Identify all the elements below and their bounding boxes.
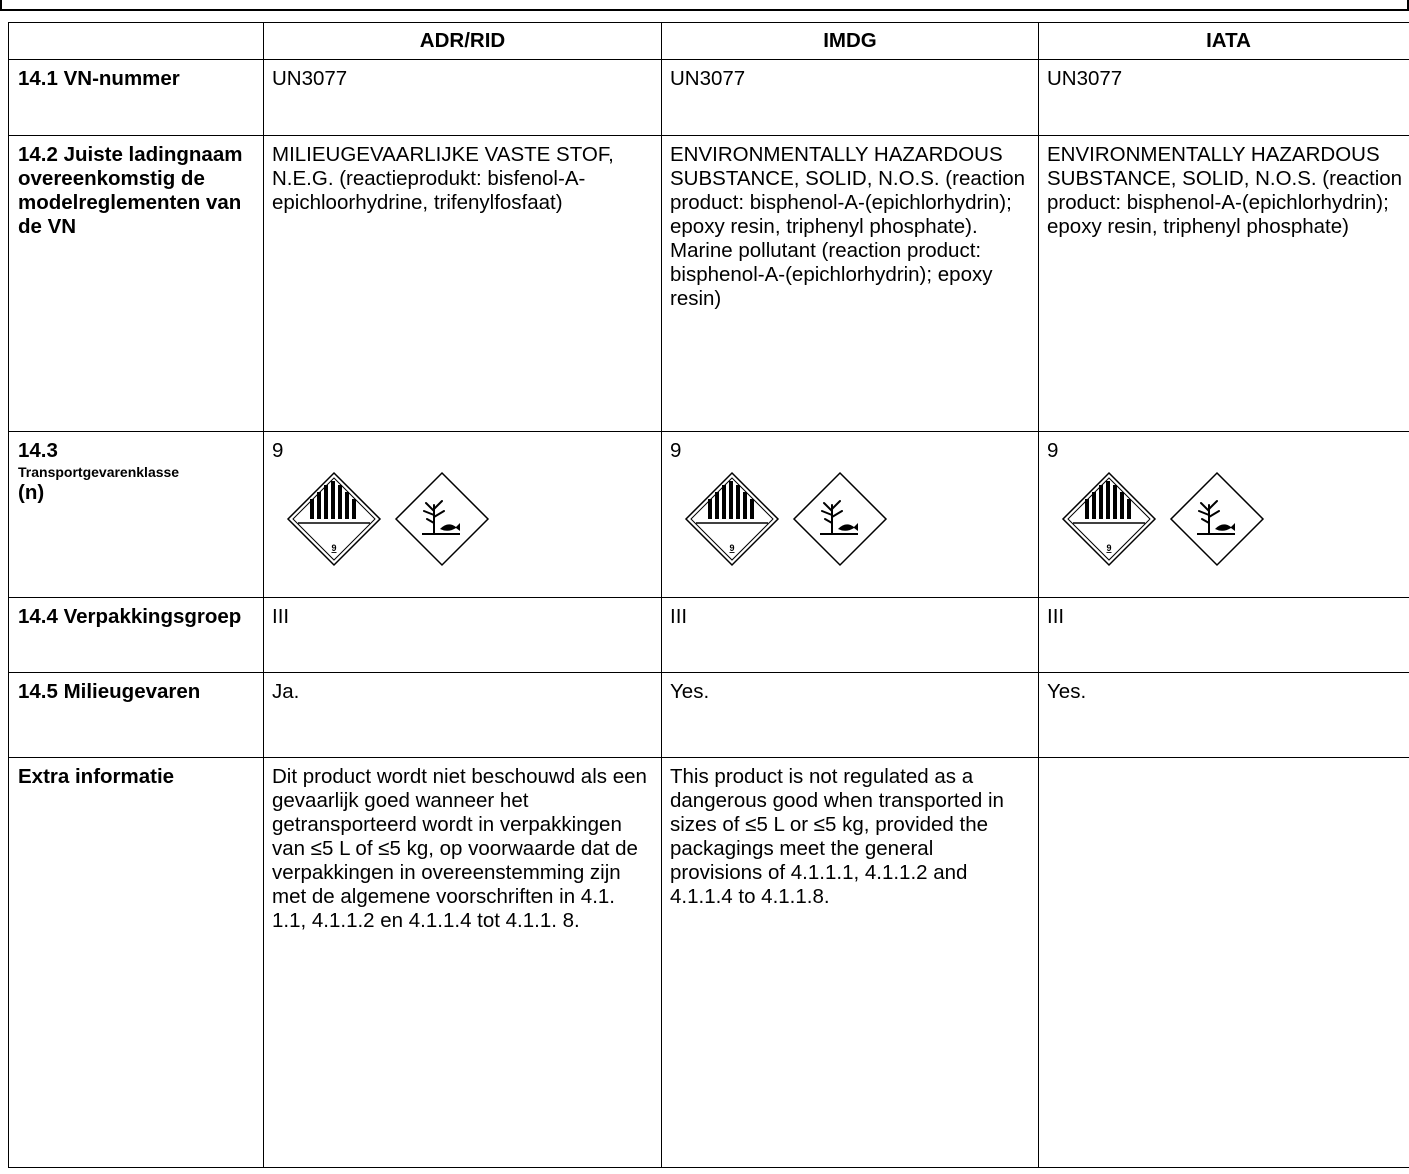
cell-iata-shipping-name: ENVIRONMENTALLY HAZARDOUS SUBSTANCE, SOLID, N.O.S. (reaction product: bisphenol-A-(epichlorhydrin); epoxy resin, triphenyl phosphate) [1047,143,1403,238]
cell-iata-hazard-class: 9 [1047,439,1059,462]
row-un-number [9,60,1409,136]
page-top-border [0,0,1409,11]
row-extra-info [9,758,1409,1168]
pictograms-imdg [684,471,1030,567]
row-packing-group [9,598,1409,673]
cell-adr-packing-group: III [272,605,290,628]
class-9-hazard-icon [286,471,382,567]
cell-adr-environmental: Ja. [272,680,300,703]
row-label-extra-info: Extra informatie [18,765,175,788]
cell-adr-un-number: UN3077 [272,67,348,90]
cell-imdg-un-number: UN3077 [670,67,746,90]
row-label-hazard-class: 14.3 Transportgevarenklasse (n) [18,439,180,504]
svg-text:9: 9 [331,543,337,553]
cell-adr-hazard-class: 9 [272,439,284,462]
header-empty [9,23,264,60]
cell-imdg-packing-group: III [670,605,688,628]
row-environmental [9,673,1409,758]
row-label-shipping-name: 14.2 Juiste ladingnaam overeenkomstig de modelreglementen van de VN [18,143,243,238]
cell-imdg-extra-info: This product is not regulated as a dangerous good when transported in sizes of ≤5 L or ≤5 kg, provided the packagings meet the general provisions of 4.1.1.1, 4.1.1.2 and 4.1.1.4 to 4.1.1.8. [670,765,1004,908]
header-row [9,23,1409,60]
row-label-environmental: 14.5 Milieugevaren [18,680,201,703]
pictograms-adr [286,471,653,567]
transport-info-table [8,22,1409,1168]
cell-imdg-environmental: Yes. [670,680,710,703]
class-9-hazard-icon [684,471,780,567]
row-label-packing-group: 14.4 Verpakkingsgroep [18,605,242,628]
cell-adr-shipping-name: MILIEUGEVAARLIJKE VASTE STOF, N.E.G. (reactieprodukt: bisfenol-A-epichloorhydrine, trifenylfosfaat) [272,143,614,214]
svg-text:9: 9 [729,543,735,553]
cell-iata-environmental: Yes. [1047,680,1087,703]
header-imdg: IMDG [662,23,1039,60]
row-label-un-number: 14.1 VN-nummer [18,67,180,90]
environment-hazard-icon [1169,471,1265,567]
cell-iata-packing-group: III [1047,605,1065,628]
svg-text:9: 9 [1106,543,1112,553]
environment-hazard-icon [792,471,888,567]
header-iata: IATA [1039,23,1409,60]
cell-iata-un-number: UN3077 [1047,67,1123,90]
header-adr-rid: ADR/RID [264,23,662,60]
cell-iata-extra-info [1039,758,1409,769]
cell-imdg-shipping-name: ENVIRONMENTALLY HAZARDOUS SUBSTANCE, SOLID, N.O.S. (reaction product: bisphenol-A-(epichlorhydrin); epoxy resin, triphenyl phosphate). Marine pollutant (reaction product: bisphenol-A-(epichlorhydrin); epoxy resin) [670,143,1026,310]
environment-hazard-icon [394,471,490,567]
row-shipping-name [9,136,1409,432]
cell-imdg-hazard-class: 9 [670,439,682,462]
class-9-hazard-icon [1061,471,1157,567]
row-hazard-class [9,432,1409,598]
cell-adr-extra-info: Dit product wordt niet beschouwd als een gevaarlijk goed wanneer het getransporteerd wordt in verpakkingen van ≤5 L of ≤5 kg, op voorwaarde dat de verpakkingen in overeenstemming zijn met de algemene voorschriften in 4.1. 1.1, 4.1.1.2 en 4.1.1.4 tot 4.1.1. 8. [272,765,647,932]
pictograms-iata [1061,471,1409,567]
